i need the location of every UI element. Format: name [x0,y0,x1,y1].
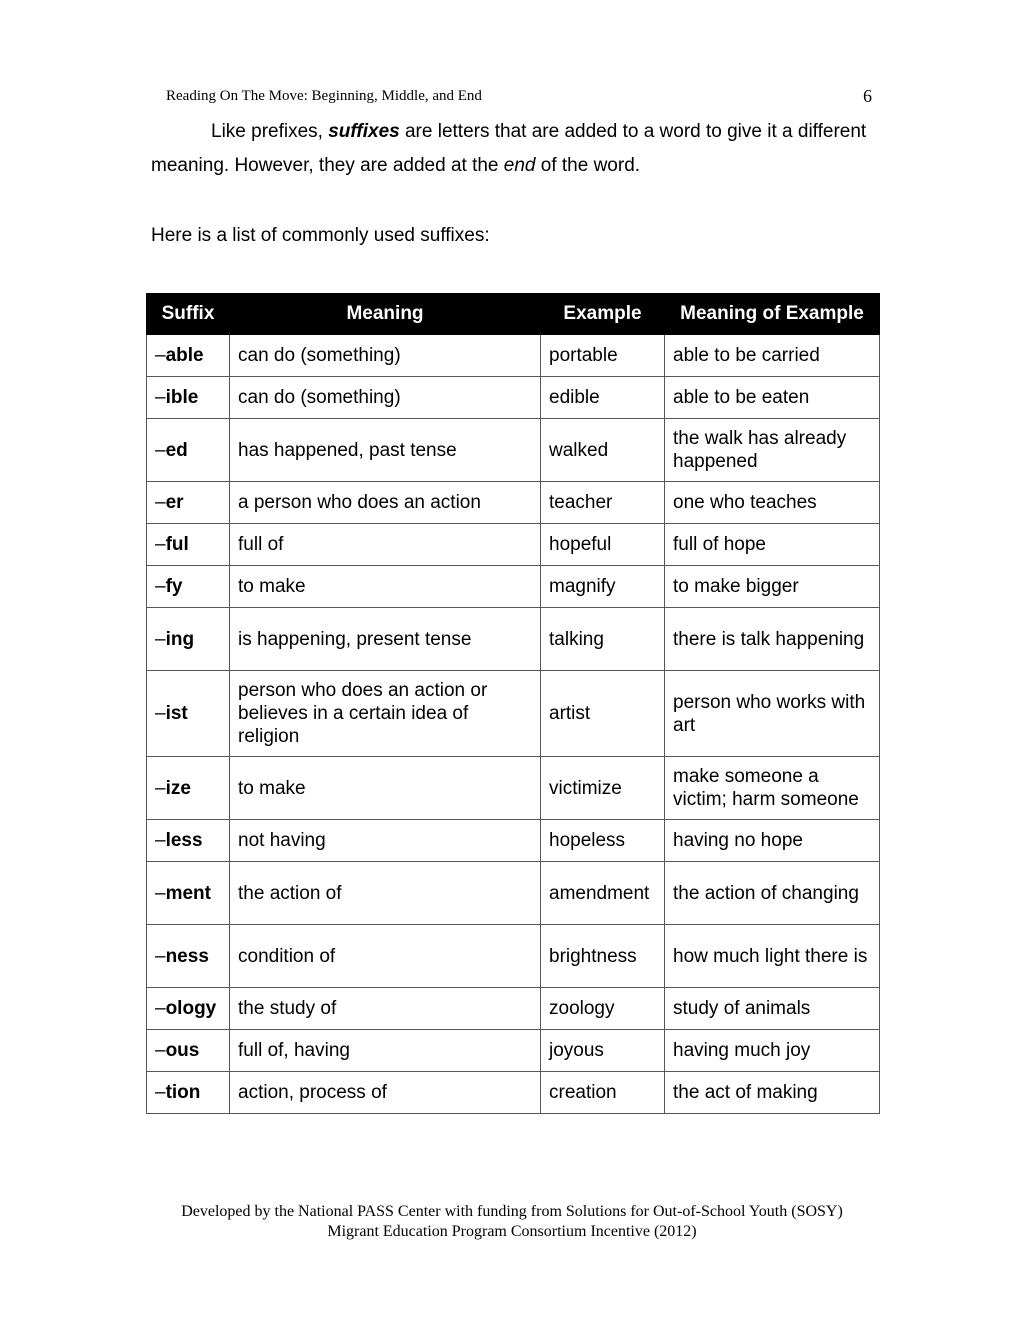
example-meaning-cell: how much light there is [665,925,880,988]
example-cell: portable [541,335,665,377]
table-row [147,671,880,757]
example-cell: artist [541,671,665,757]
table-row [147,1072,880,1114]
table-row [147,757,880,820]
suffix-dash: – [155,628,166,650]
example-meaning-cell: full of hope [665,524,880,566]
suffix-text: ness [165,945,209,967]
header-suffix: Suffix [147,294,230,335]
suffix-dash: – [155,777,166,799]
suffix-cell [147,482,230,524]
page-header-title: Reading On The Move: Beginning, Middle, and End [166,88,482,104]
table-row [147,988,880,1030]
example-cell: talking [541,608,665,671]
suffix-dash: – [155,439,166,461]
meaning-cell: full of, having [230,1030,541,1072]
meaning-cell: is happening, present tense [230,608,541,671]
suffix-text: able [165,345,204,366]
table-row [147,862,880,925]
suffix-dash: – [155,1082,166,1103]
example-meaning-cell: able to be eaten [665,377,880,419]
example-cell: zoology [541,988,665,1030]
example-cell: amendment [541,862,665,925]
example-cell: creation [541,1072,665,1114]
footer-line-1: Developed by the National PASS Center with funding from Solutions for Out-of-School Youth (SOSY) [181,1203,843,1220]
suffix-cell [147,1072,230,1114]
suffix-dash: – [155,703,166,724]
table-row [147,820,880,862]
table-row [147,482,880,524]
header-meaning: Meaning [230,294,541,335]
suffix-text: tion [165,1082,201,1103]
example-meaning-cell: to make bigger [665,566,880,608]
table-row [147,1030,880,1072]
suffix-dash: – [155,576,166,597]
suffix-text: ed [165,439,188,461]
suffix-text: ment [165,882,211,904]
table-row [147,377,880,419]
suffix-dash: – [155,345,166,366]
suffix-cell [147,671,230,757]
suffix-dash: – [155,1040,166,1061]
suffix-text: fy [165,576,183,597]
meaning-cell: a person who does an action [230,482,541,524]
intro-text-before: Like prefixes, [211,121,329,142]
intro-paragraph [151,115,881,183]
intro-term: suffixes [328,121,400,142]
suffix-cell [147,419,230,482]
meaning-cell: condition of [230,925,541,988]
intro-text-after: of the word. [535,155,641,176]
footer-line-2: Migrant Education Program Consortium Incentive (2012) [327,1223,697,1240]
suffix-dash: – [155,387,166,408]
suffix-text: ize [165,777,191,799]
table-row [147,608,880,671]
example-meaning-cell: the action of changing [665,862,880,925]
page-footer [0,1202,1024,1242]
suffix-dash: – [155,998,166,1019]
intro-text-middle: are letters that are added to a word to give it a different meaning. However, they are added at the [151,121,867,176]
example-meaning-cell: the act of making [665,1072,880,1114]
meaning-cell: to make [230,757,541,820]
suffix-text: ible [165,387,199,408]
suffix-dash: – [155,830,166,851]
example-cell: walked [541,419,665,482]
suffix-cell [147,335,230,377]
table-row [147,335,880,377]
meaning-cell: full of [230,524,541,566]
intro-emphasis: end [503,155,536,176]
meaning-cell: to make [230,566,541,608]
suffix-cell [147,757,230,820]
example-cell: hopeful [541,524,665,566]
suffix-text: ist [165,703,188,724]
meaning-cell: not having [230,820,541,862]
example-meaning-cell: able to be carried [665,335,880,377]
example-cell: magnify [541,566,665,608]
example-meaning-cell: person who works with art [665,671,880,757]
example-cell: edible [541,377,665,419]
suffix-cell [147,862,230,925]
suffix-text: ous [165,1040,200,1061]
example-cell: victimize [541,757,665,820]
header-example: Example [541,294,665,335]
suffix-text: er [165,492,184,513]
example-meaning-cell: having much joy [665,1030,880,1072]
suffix-cell [147,820,230,862]
suffix-cell [147,524,230,566]
page-number: 6 [863,86,872,106]
meaning-cell: the study of [230,988,541,1030]
suffix-text: ology [165,998,217,1019]
suffix-cell [147,925,230,988]
example-cell: brightness [541,925,665,988]
example-meaning-cell: the walk has already happened [665,419,880,482]
table-header-row [147,294,880,335]
meaning-cell: the action of [230,862,541,925]
example-meaning-cell: having no hope [665,820,880,862]
suffix-dash: – [155,882,166,904]
suffix-cell [147,1030,230,1072]
suffix-text: ful [165,534,189,555]
suffix-cell [147,377,230,419]
meaning-cell: person who does an action or believes in a certain idea of religion [230,671,541,757]
suffix-cell [147,988,230,1030]
example-meaning-cell: there is talk happening [665,608,880,671]
meaning-cell: has happened, past tense [230,419,541,482]
suffix-dash: – [155,945,166,967]
suffix-dash: – [155,492,166,513]
example-meaning-cell: one who teaches [665,482,880,524]
example-cell: joyous [541,1030,665,1072]
suffix-dash: – [155,534,166,555]
table-row [147,524,880,566]
table-row [147,925,880,988]
example-cell: hopeless [541,820,665,862]
list-intro: Here is a list of commonly used suffixes: [151,225,490,246]
example-meaning-cell: study of animals [665,988,880,1030]
header-meaning-of-example: Meaning of Example [665,294,880,335]
example-cell: teacher [541,482,665,524]
suffix-cell [147,608,230,671]
table-row [147,419,880,482]
table-row [147,566,880,608]
meaning-cell: can do (something) [230,377,541,419]
meaning-cell: can do (something) [230,335,541,377]
meaning-cell: action, process of [230,1072,541,1114]
suffix-cell [147,566,230,608]
suffix-text: less [165,830,203,851]
example-meaning-cell: make someone a victim; harm someone [665,757,880,820]
suffix-table [146,293,880,1114]
suffix-text: ing [165,628,195,650]
